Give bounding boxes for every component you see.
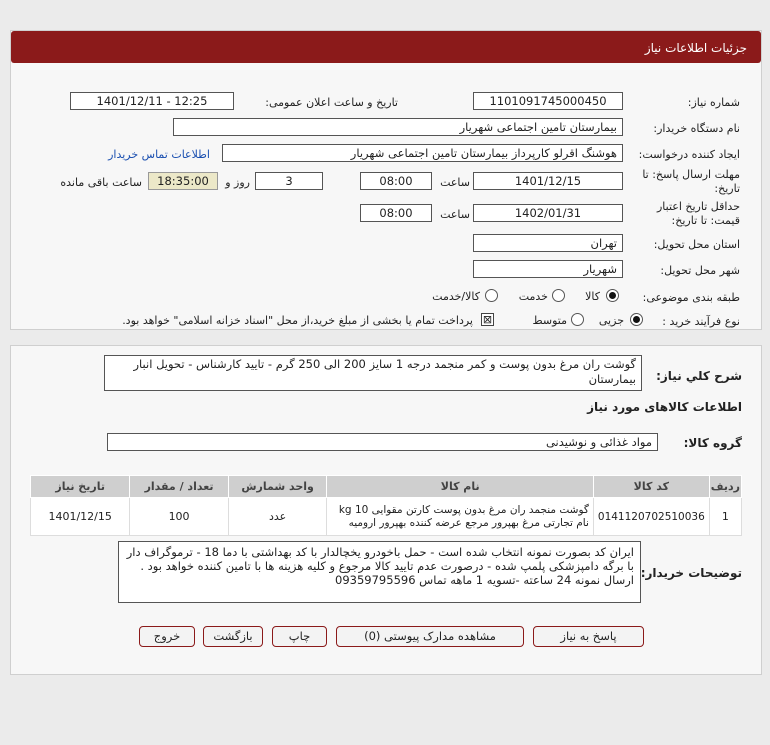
price-validity-date: 1402/01/31: [473, 204, 623, 222]
remaining-time-field: 18:35:00: [148, 172, 218, 190]
reply-days-field: 3: [255, 172, 323, 190]
reply-button[interactable]: پاسخ به نیاز: [533, 626, 644, 647]
items-table-header: [31, 476, 742, 498]
reply-days-label: روز و: [225, 176, 250, 189]
reply-deadline-label-line1: مهلت ارسال پاسخ: تا: [642, 168, 740, 181]
summary-field: گوشت ران مرغ بدون پوست و کمر منجمد درجه 1 سایز 200 الی 250 گرم - تایید کارشناس - تحویل انبار بیمارستان: [104, 355, 642, 391]
buyer-notes-label: توضیحات خریدار:: [640, 566, 742, 580]
requester-label: ایجاد کننده درخواست:: [638, 148, 740, 161]
cell-qty: 100: [130, 498, 228, 536]
col-code: کد کالا: [593, 476, 709, 498]
category-goods-service-radio[interactable]: [485, 289, 498, 302]
summary-label: شرح كلي نياز:: [656, 369, 742, 383]
cell-row: 1: [709, 498, 741, 536]
price-validity-label-line2: قیمت: تا تاریخ:: [671, 214, 740, 227]
process-minor-label: جزیی: [598, 314, 624, 327]
col-name: نام کالا: [327, 476, 593, 498]
announce-datetime-label: تاریخ و ساعت اعلان عمومی:: [265, 96, 398, 109]
price-validity-time-label: ساعت: [440, 208, 470, 221]
category-goods-radio[interactable]: [606, 289, 619, 302]
attachments-button[interactable]: مشاهده مدارک پیوستی (0): [336, 626, 524, 647]
process-type-label: نوع فرآیند خرید :: [662, 315, 740, 328]
buyer-notes-field: ایران کد بصورت نمونه انتخاب شده است - حمل باخودرو یخچالدار با کد بهداشتی با دما 18 - ترموگراف دار با برگه دامپزشکی پلمپ شده - درصورت عدم تایید کالا مرجوع و کلیه هزینه ها با تامین کننده خواهد بود . ارسال نمونه 24 ساعته -تسویه 1 ماهه تماس 09359795596: [118, 541, 641, 603]
category-service-radio[interactable]: [552, 289, 565, 302]
treasury-payment-checkbox[interactable]: ⊠: [482, 313, 493, 326]
col-row: ردیف: [709, 476, 741, 498]
print-button[interactable]: چاپ: [272, 626, 327, 647]
category-goods-service-label: کالا/خدمت: [432, 290, 480, 303]
remaining-time-label: ساعت باقی مانده: [60, 176, 142, 189]
requester-field: هوشنگ اقرلو کارپرداز بیمارستان تامین اجتماعی شهریار: [222, 144, 623, 162]
buyer-org-field: بیمارستان تامین اجتماعی شهریار: [173, 118, 623, 136]
price-validity-time: 08:00: [360, 204, 432, 222]
cell-name: گوشت منجمد ران مرغ بدون پوست کارتن مقوایی 10 kg نام تجارتی مرغ بهپرور مرجع عرضه کننده بهپرور ارومیه: [327, 498, 593, 536]
delivery-province-field: تهران: [473, 234, 623, 252]
price-validity-label: [657, 200, 740, 228]
exit-button[interactable]: خروج: [139, 626, 195, 647]
need-number-field: 1101091745000450: [473, 92, 623, 110]
cell-date: 1401/12/15: [31, 498, 130, 536]
reply-deadline-label: [642, 168, 740, 196]
delivery-province-label: استان محل تحویل:: [653, 238, 740, 251]
col-qty: تعداد / مقدار: [130, 476, 228, 498]
delivery-city-label: شهر محل تحویل:: [660, 264, 740, 277]
process-medium-radio[interactable]: [571, 313, 584, 326]
reply-deadline-label-line2: تاریخ:: [714, 182, 740, 195]
items-table: [30, 475, 742, 536]
goods-group-field: مواد غذائی و نوشیدنی: [107, 433, 658, 451]
delivery-city-field: شهریار: [473, 260, 623, 278]
col-date: تاریخ نیاز: [31, 476, 130, 498]
cell-code: 0141120702510036: [593, 498, 709, 536]
price-validity-label-line1: حداقل تاریخ اعتبار: [656, 200, 740, 213]
process-minor-radio[interactable]: [630, 313, 643, 326]
need-number-label: شماره نیاز:: [687, 96, 740, 109]
back-button[interactable]: بازگشت: [203, 626, 263, 647]
announce-datetime-field: 1401/12/11 - 12:25: [70, 92, 234, 110]
process-medium-label: متوسط: [532, 314, 567, 327]
cell-unit: عدد: [228, 498, 327, 536]
category-goods-label: کالا: [585, 290, 600, 303]
reply-deadline-time: 08:00: [360, 172, 432, 190]
page-title: جزئیات اطلاعات نیاز: [11, 31, 761, 63]
buyer-contact-link[interactable]: اطلاعات تماس خریدار: [108, 148, 210, 161]
table-row: [31, 498, 742, 536]
category-label: طبقه بندی موضوعی:: [642, 291, 740, 304]
reply-deadline-time-label: ساعت: [440, 176, 470, 189]
category-service-label: خدمت: [518, 290, 548, 303]
treasury-payment-note: پرداخت تمام یا بخشی از مبلغ خرید،از محل "اسناد خزانه اسلامی" خواهد بود.: [122, 314, 473, 327]
goods-group-label: گروه کالا:: [683, 436, 742, 450]
col-unit: واحد شمارش: [228, 476, 327, 498]
buyer-org-label: نام دستگاه خریدار:: [653, 122, 740, 135]
reply-deadline-date: 1401/12/15: [473, 172, 623, 190]
goods-section-title: اطلاعات کالاهای مورد نیاز: [587, 400, 742, 414]
